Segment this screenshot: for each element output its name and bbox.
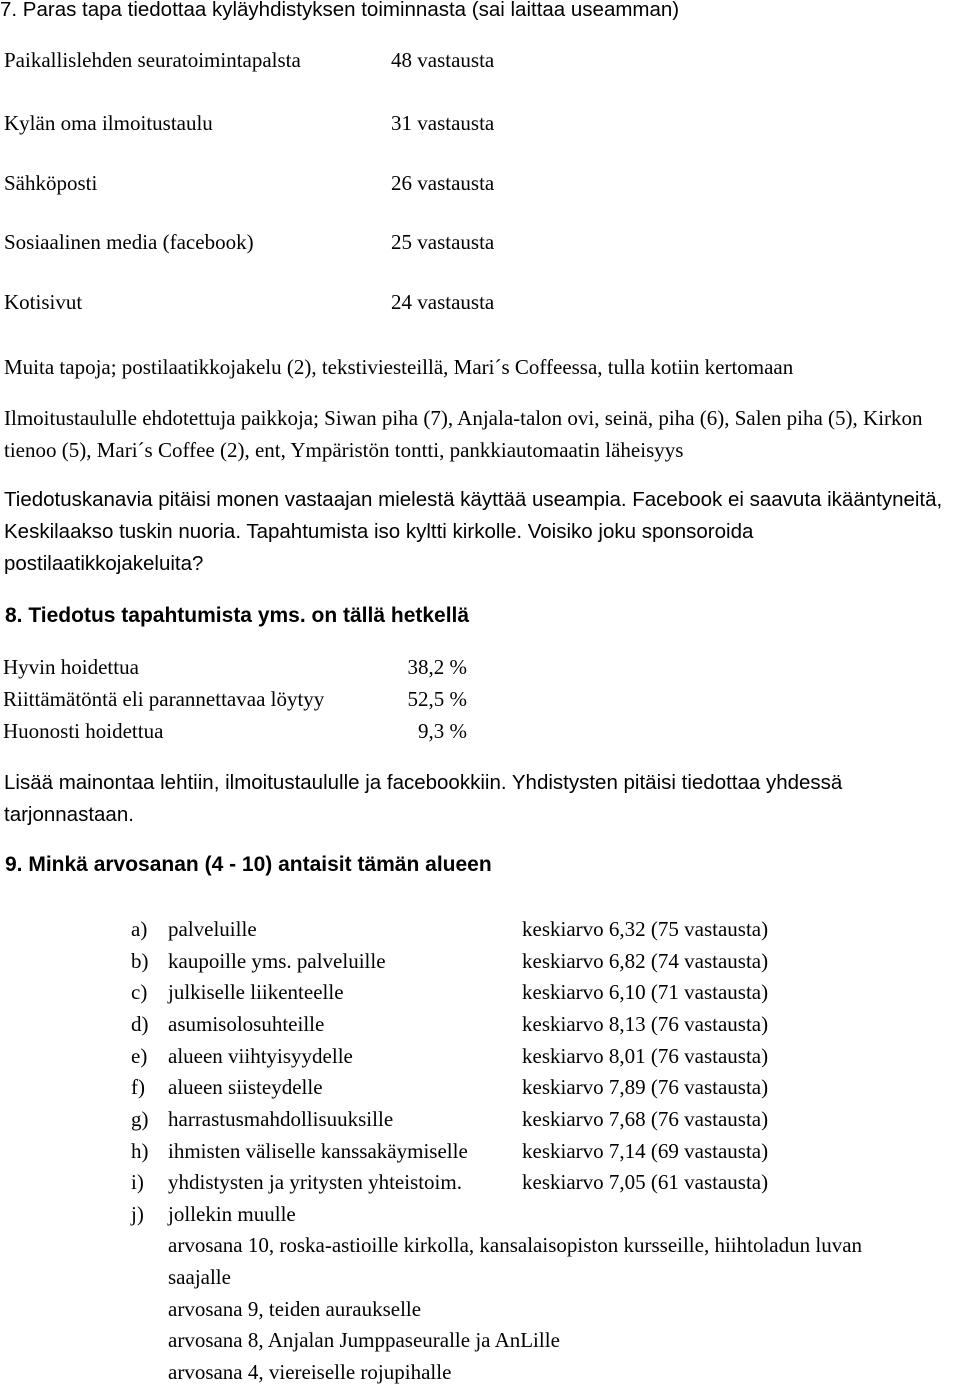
item-letter: c) [131, 980, 148, 1004]
question-8-comment: Lisää mainontaa lehtiin, ilmoitustaululle ja facebookkiin. Yhdistysten pitäisi tiedottaa yhdessä tarjonnastaan. [4, 771, 843, 826]
answer-label: Sosiaalinen media (facebook) [4, 230, 254, 254]
item-label: yhdistysten ja yritysten yhteistoim. [168, 1170, 462, 1194]
answer-count: 31 vastausta [391, 111, 495, 135]
notice-board-suggestions: Ilmoitustaululle ehdotettuja paikkoja; Siwan piha (7), Anjala-talon ovi, seinä, piha (6), Salen piha (5), Kirkon tienoo (5), Mari´s Coffee (2), ent, Ympäristön tontti, pankkiautomaatin läheisyys [4, 406, 923, 462]
item-label: kaupoille yms. palveluille [168, 949, 386, 973]
rating-label: Hyvin hoidettua [3, 655, 139, 679]
item-letter: a) [131, 917, 148, 941]
answer-count: 26 vastausta [391, 171, 495, 195]
question-9-title: 9. Minkä arvosanan (4 - 10) antaisit tämän alueen [5, 853, 492, 876]
item-letter: f) [131, 1075, 145, 1099]
item-letter: j) [131, 1202, 144, 1226]
answer-label: Paikallislehden seuratoimintapalsta [4, 48, 301, 72]
other-grade-line: arvosana 9, teiden auraukselle [168, 1297, 422, 1321]
item-label: jollekin muulle [168, 1202, 296, 1226]
other-grade-line: arvosana 8, Anjalan Jumppaseuralle ja AnLille [168, 1328, 560, 1352]
other-grade-line: saajalle [168, 1265, 231, 1289]
item-label: ihmisten väliselle kanssakäymiselle [168, 1139, 468, 1163]
item-average: keskiarvo 7,89 (76 vastausta) [522, 1075, 769, 1099]
item-label: asumisolosuhteille [168, 1012, 325, 1036]
item-letter: g) [131, 1107, 149, 1131]
question-8-title: 8. Tiedotus tapahtumista yms. on tällä hetkellä [5, 604, 470, 627]
rating-percent: 9,3 % [418, 719, 467, 743]
other-methods-text: Muita tapoja; postilaatikkojakelu (2), tekstiviesteillä, Mari´s Coffeessa, tulla kotiin kertomaan [4, 355, 794, 379]
item-letter: e) [131, 1044, 148, 1068]
answer-label: Sähköposti [4, 171, 98, 195]
rating-label: Riittämätöntä eli parannettavaa löytyy [3, 687, 325, 711]
rating-percent: 52,5 % [407, 687, 467, 711]
item-letter: b) [131, 949, 149, 973]
answer-count: 24 vastausta [391, 290, 495, 314]
item-average: keskiarvo 8,13 (76 vastausta) [522, 1012, 769, 1036]
rating-label: Huonosti hoidettua [3, 719, 164, 743]
answer-count: 25 vastausta [391, 230, 495, 254]
answer-label: Kotisivut [4, 290, 83, 314]
item-letter: i) [131, 1170, 144, 1194]
item-average: keskiarvo 7,14 (69 vastausta) [522, 1139, 769, 1163]
rating-percent: 38,2 % [407, 655, 467, 679]
item-average: keskiarvo 6,82 (74 vastausta) [522, 949, 769, 973]
answer-count: 48 vastausta [391, 48, 495, 72]
item-average: keskiarvo 7,68 (76 vastausta) [522, 1107, 769, 1131]
item-letter: h) [131, 1139, 149, 1163]
item-label: alueen siisteydelle [168, 1075, 323, 1099]
item-label: palveluille [168, 917, 257, 941]
item-letter: d) [131, 1012, 149, 1036]
question-7-title: 7. Paras tapa tiedottaa kyläyhdistyksen toiminnasta (sai laittaa useamman) [0, 0, 680, 21]
other-grade-line: arvosana 10, roska-astioille kirkolla, kansalaisopiston kursseille, hiihtoladun luvan [168, 1233, 863, 1257]
item-average: keskiarvo 6,32 (75 vastausta) [522, 917, 769, 941]
question-7-comment: Tiedotuskanavia pitäisi monen vastaajan mielestä käyttää useampia. Facebook ei saavuta ikääntyneitä, Keskilaakso tuskin nuoria. Tapahtumista iso kyltti kirkolle. Voisiko joku sponsoroida postilaatikkojakeluita? [4, 488, 943, 575]
item-average: keskiarvo 6,10 (71 vastausta) [522, 980, 769, 1004]
item-average: keskiarvo 8,01 (76 vastausta) [522, 1044, 769, 1068]
other-grade-line: arvosana 4, viereiselle rojupihalle [168, 1360, 452, 1384]
answer-label: Kylän oma ilmoitustaulu [4, 111, 213, 135]
item-label: alueen viihtyisyydelle [168, 1044, 353, 1068]
item-label: julkiselle liikenteelle [168, 980, 344, 1004]
item-average: keskiarvo 7,05 (61 vastausta) [522, 1170, 769, 1194]
item-label: harrastusmahdollisuuksille [168, 1107, 394, 1131]
